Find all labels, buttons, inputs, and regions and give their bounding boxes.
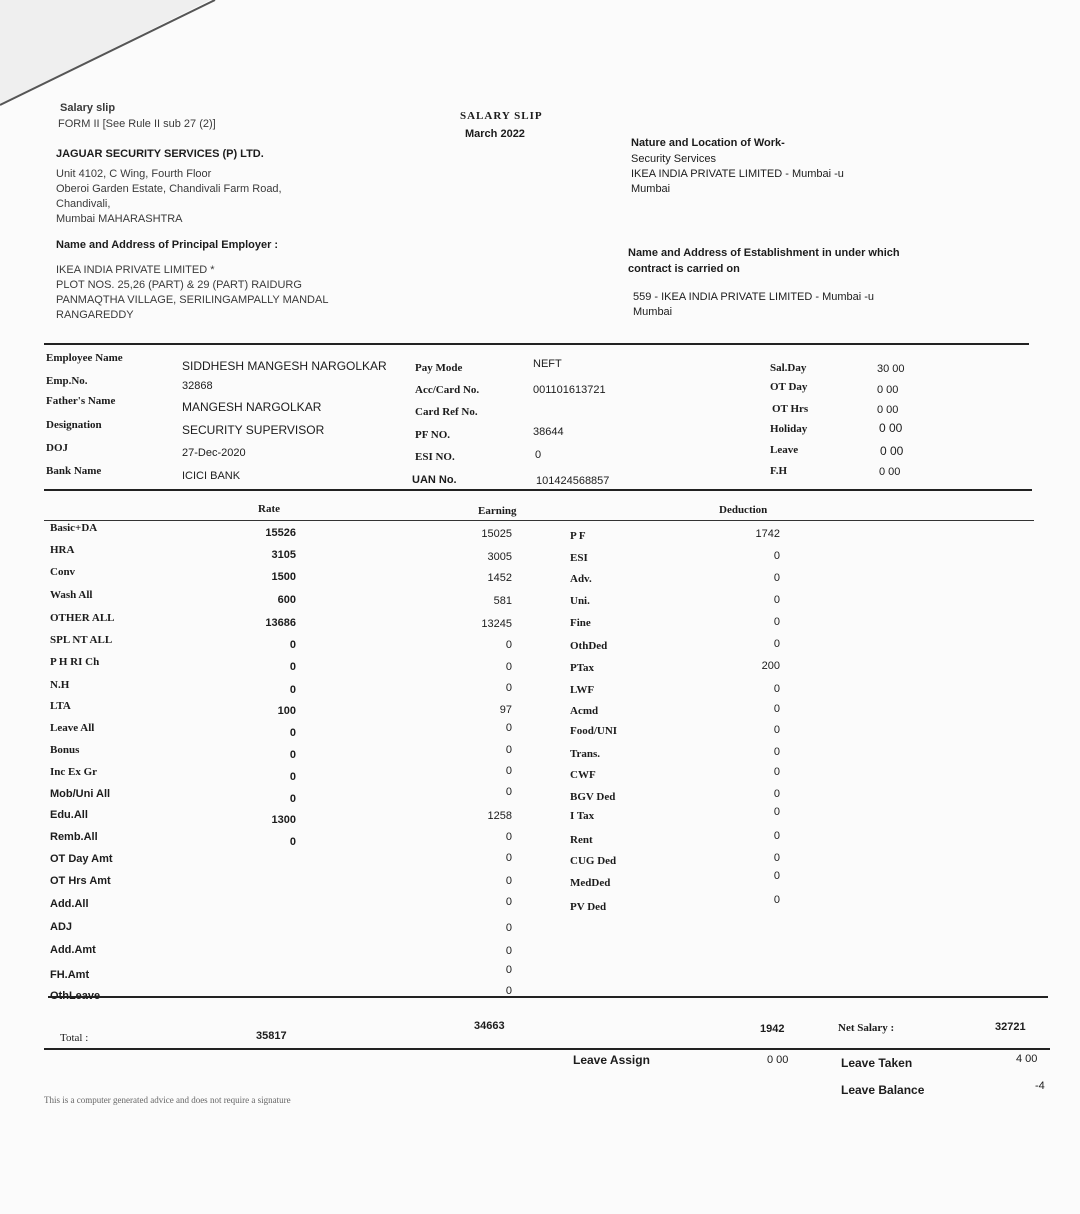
earning-amount: 3005 — [487, 551, 512, 563]
form-title: Salary slip — [60, 102, 116, 114]
earning-rate: 0 — [289, 793, 296, 805]
acc-card-label: Acc/Card No. — [415, 384, 480, 396]
page-corner-shadow — [0, 0, 260, 120]
ot-day-label: OT Day — [770, 381, 808, 393]
earning-label: HRA — [50, 544, 75, 556]
ot-hrs: 0 00 — [877, 404, 899, 416]
earning-rate: 600 — [277, 594, 296, 606]
earning-label: OTHER ALL — [50, 612, 115, 624]
principal-address-line: IKEA INDIA PRIVATE LIMITED * — [56, 264, 215, 276]
earning-rate: 0 — [289, 684, 296, 696]
deduction-label: CWF — [570, 769, 596, 781]
earning-rate: 0 — [289, 727, 296, 739]
principal-employer-address — [56, 263, 328, 323]
earning-header: Earning — [478, 505, 517, 517]
net-salary-label: Net Salary : — [838, 1022, 895, 1034]
deduction-amount: 0 — [773, 550, 780, 562]
deduction-label: Acmd — [570, 705, 599, 717]
slip-title: SALARY SLIP — [460, 110, 543, 122]
earning-label: Remb.All — [50, 831, 98, 843]
deduction-amount: 0 — [773, 894, 780, 906]
sal-day-label: Sal.Day — [770, 362, 807, 374]
earning-label: N.H — [50, 679, 70, 691]
earning-rate: 0 — [289, 749, 296, 761]
leave-taken-label: Leave Taken — [841, 1056, 913, 1070]
deduction-amount: 0 — [773, 870, 780, 882]
earning-label: Edu.All — [50, 809, 88, 821]
earning-amount: 0 — [505, 744, 512, 756]
earning-rate: 13686 — [265, 617, 296, 629]
total-label: Total : — [60, 1032, 89, 1044]
deduction-label: OthDed — [570, 640, 608, 652]
earning-rate: 100 — [277, 705, 296, 717]
company-address-line: Chandivali, — [56, 198, 111, 210]
divider-line — [48, 996, 1048, 998]
leave-balance-value: -4 — [1035, 1080, 1045, 1092]
deduction-amount: 0 — [773, 724, 780, 736]
deduction-total: 1942 — [760, 1023, 785, 1035]
deduction-label: MedDed — [570, 877, 611, 889]
leave-label: Leave — [770, 444, 799, 456]
fh-label: F.H — [770, 465, 788, 477]
uan-label: UAN No. — [412, 474, 457, 486]
earning-rate: 15526 — [265, 527, 296, 539]
sal-day: 30 00 — [877, 363, 905, 375]
deduction-label: Fine — [570, 617, 591, 629]
deduction-amount: 0 — [773, 616, 780, 628]
work-line: Security Services — [631, 153, 716, 165]
deduction-label: Trans. — [570, 748, 601, 760]
earning-amount: 0 — [505, 639, 512, 651]
earning-label: Basic+DA — [50, 522, 98, 534]
work-location-label: Nature and Location of Work- — [631, 137, 785, 149]
company-address-line: Unit 4102, C Wing, Fourth Floor — [56, 168, 212, 180]
company-address-line: Oberoi Garden Estate, Chandivali Farm Road, — [56, 183, 282, 195]
establishment-line: 559 - IKEA INDIA PRIVATE LIMITED - Mumbai -u — [633, 291, 875, 303]
deduction-label: P F — [570, 530, 586, 542]
designation: SECURITY SUPERVISOR — [182, 423, 325, 437]
deduction-amount: 0 — [773, 703, 780, 715]
earning-label: LTA — [50, 700, 71, 712]
uan-no: 101424568857 — [536, 475, 610, 487]
deduction-label: CUG Ded — [570, 855, 617, 867]
earning-amount: 0 — [505, 896, 512, 908]
earning-amount: 15025 — [481, 528, 512, 540]
work-location — [631, 152, 844, 197]
designation-label: Designation — [46, 419, 102, 431]
employee-name: SIDDHESH MANGESH NARGOLKAR — [182, 359, 387, 373]
deduction-amount: 1742 — [755, 528, 780, 540]
fh: 0 00 — [879, 466, 901, 478]
earning-amount: 0 — [505, 985, 512, 997]
deduction-amount: 200 — [761, 660, 780, 672]
esi-no-label: ESI NO. — [415, 451, 455, 463]
earning-amount: 13245 — [481, 618, 512, 630]
doj: 27-Dec-2020 — [182, 447, 246, 459]
deduction-label: I Tax — [570, 810, 595, 822]
establishment-address — [633, 290, 874, 320]
divider-line — [44, 343, 1029, 345]
earning-rate: 1500 — [271, 571, 296, 583]
earning-label: Add.All — [50, 898, 89, 910]
earning-label: OT Hrs Amt — [50, 875, 111, 887]
footer-note: This is a computer generated advice and does not require a signature — [44, 1095, 291, 1105]
deduction-label: PTax — [570, 662, 595, 674]
earning-label: FH.Amt — [50, 969, 90, 981]
earning-amount: 0 — [505, 661, 512, 673]
bank-name: ICICI BANK — [182, 470, 241, 482]
pf-no-label: PF NO. — [415, 429, 451, 441]
holiday: 0 00 — [879, 421, 903, 435]
work-line: Mumbai — [631, 183, 671, 195]
earning-rate: 0 — [289, 771, 296, 783]
pay-mode: NEFT — [533, 358, 562, 370]
earning-rate: 0 — [289, 661, 296, 673]
leave: 0 00 — [880, 444, 904, 458]
earning-rate: 3105 — [271, 549, 296, 561]
earning-amount: 1258 — [487, 810, 512, 822]
leave-balance-label: Leave Balance — [841, 1083, 925, 1097]
earning-label: Bonus — [50, 744, 80, 756]
leave-taken-value: 4 00 — [1016, 1053, 1038, 1065]
principal-address-line: PANMAQTHA VILLAGE, SERILINGAMPALLY MANDAL — [56, 294, 329, 306]
earning-label: SPL NT ALL — [50, 634, 113, 646]
earning-amount: 0 — [505, 922, 512, 934]
deduction-label: Adv. — [570, 573, 592, 585]
acc-card-no: 001101613721 — [533, 384, 606, 396]
pay-mode-label: Pay Mode — [415, 362, 463, 374]
deduction-label: LWF — [570, 684, 595, 696]
earning-label: Inc Ex Gr — [50, 766, 98, 778]
earning-amount: 0 — [505, 852, 512, 864]
emp-no: 32868 — [182, 380, 213, 392]
deduction-label: Food/UNI — [570, 725, 618, 737]
work-line: IKEA INDIA PRIVATE LIMITED - Mumbai -u — [631, 168, 844, 180]
deduction-amount: 0 — [773, 683, 780, 695]
earning-amount: 0 — [505, 765, 512, 777]
earning-amount: 0 — [505, 722, 512, 734]
net-salary: 32721 — [995, 1021, 1026, 1033]
earning-label: OT Day Amt — [50, 853, 113, 865]
establishment-line: Mumbai — [633, 306, 673, 318]
deduction-amount: 0 — [773, 852, 780, 864]
deduction-label: BGV Ded — [570, 791, 616, 803]
earning-rate: 1300 — [271, 814, 296, 826]
rate-header: Rate — [258, 503, 280, 515]
principal-address-line: PLOT NOS. 25,26 (PART) & 29 (PART) RAIDURG — [56, 279, 302, 291]
holiday-label: Holiday — [770, 423, 808, 435]
bank-name-label: Bank Name — [46, 465, 102, 477]
slip-period: March 2022 — [465, 128, 525, 140]
establishment-label-line: Name and Address of Establishment in under which — [628, 247, 900, 259]
leave-assign-label: Leave Assign — [573, 1053, 650, 1067]
deduction-amount: 0 — [773, 594, 780, 606]
form-rule: FORM II [See Rule II sub 27 (2)] — [58, 118, 216, 130]
deduction-label: ESI — [570, 552, 588, 564]
deduction-amount: 0 — [773, 572, 780, 584]
establishment-label-line: contract is carried on — [628, 263, 740, 275]
earning-label: Conv — [50, 566, 76, 578]
deduction-amount: 0 — [773, 788, 780, 800]
earning-amount: 0 — [505, 964, 512, 976]
leave-assign-value: 0 00 — [767, 1054, 789, 1066]
esi-no: 0 — [535, 449, 542, 461]
earning-amount: 0 — [505, 831, 512, 843]
ot-day: 0 00 — [877, 384, 899, 396]
earning-amount: 0 — [505, 786, 512, 798]
deduction-header: Deduction — [719, 504, 768, 516]
earning-label: Leave All — [50, 722, 95, 734]
earning-label: ADJ — [50, 921, 73, 933]
earning-amount: 1452 — [487, 572, 512, 584]
divider-line — [44, 520, 1034, 521]
company-name: JAGUAR SECURITY SERVICES (P) LTD. — [56, 148, 264, 160]
card-ref-label: Card Ref No. — [415, 406, 478, 418]
deduction-label: Uni. — [570, 595, 590, 607]
company-address-line: Mumbai MAHARASHTRA — [56, 213, 183, 225]
divider-line — [44, 489, 1032, 491]
earning-amount: 0 — [505, 682, 512, 694]
divider-line — [44, 1048, 1050, 1050]
earning-rate: 0 — [289, 836, 296, 848]
earning-amount: 97 — [499, 704, 512, 716]
earning-label: Mob/Uni All — [50, 788, 111, 800]
establishment-label — [628, 245, 900, 277]
ot-hrs-label: OT Hrs — [772, 403, 809, 415]
doj-label: DOJ — [46, 442, 68, 454]
father-name-label: Father's Name — [46, 395, 116, 407]
earning-total: 34663 — [474, 1020, 505, 1032]
earning-rate: 0 — [289, 639, 296, 651]
principal-employer-label: Name and Address of Principal Employer : — [56, 239, 279, 251]
deduction-label: PV Ded — [570, 901, 607, 913]
earning-label: OthLeave — [50, 990, 101, 1002]
father-name: MANGESH NARGOLKAR — [182, 400, 322, 414]
deduction-amount: 0 — [773, 806, 780, 818]
principal-address-line: RANGAREDDY — [56, 309, 134, 321]
deduction-amount: 0 — [773, 830, 780, 842]
emp-no-label: Emp.No. — [46, 375, 88, 387]
deduction-label: Rent — [570, 834, 593, 846]
deduction-amount: 0 — [773, 638, 780, 650]
earning-amount: 581 — [493, 595, 512, 607]
company-address — [56, 167, 282, 227]
earning-amount: 0 — [505, 875, 512, 887]
deduction-amount: 0 — [773, 766, 780, 778]
earning-label: Wash All — [50, 589, 93, 601]
pf-no: 38644 — [533, 426, 564, 438]
employee-name-label: Employee Name — [46, 352, 123, 364]
earning-label: Add.Amt — [50, 944, 96, 956]
deduction-amount: 0 — [773, 746, 780, 758]
rate-total: 35817 — [256, 1030, 287, 1042]
earning-label: P H RI Ch — [50, 656, 100, 668]
earning-amount: 0 — [505, 945, 512, 957]
